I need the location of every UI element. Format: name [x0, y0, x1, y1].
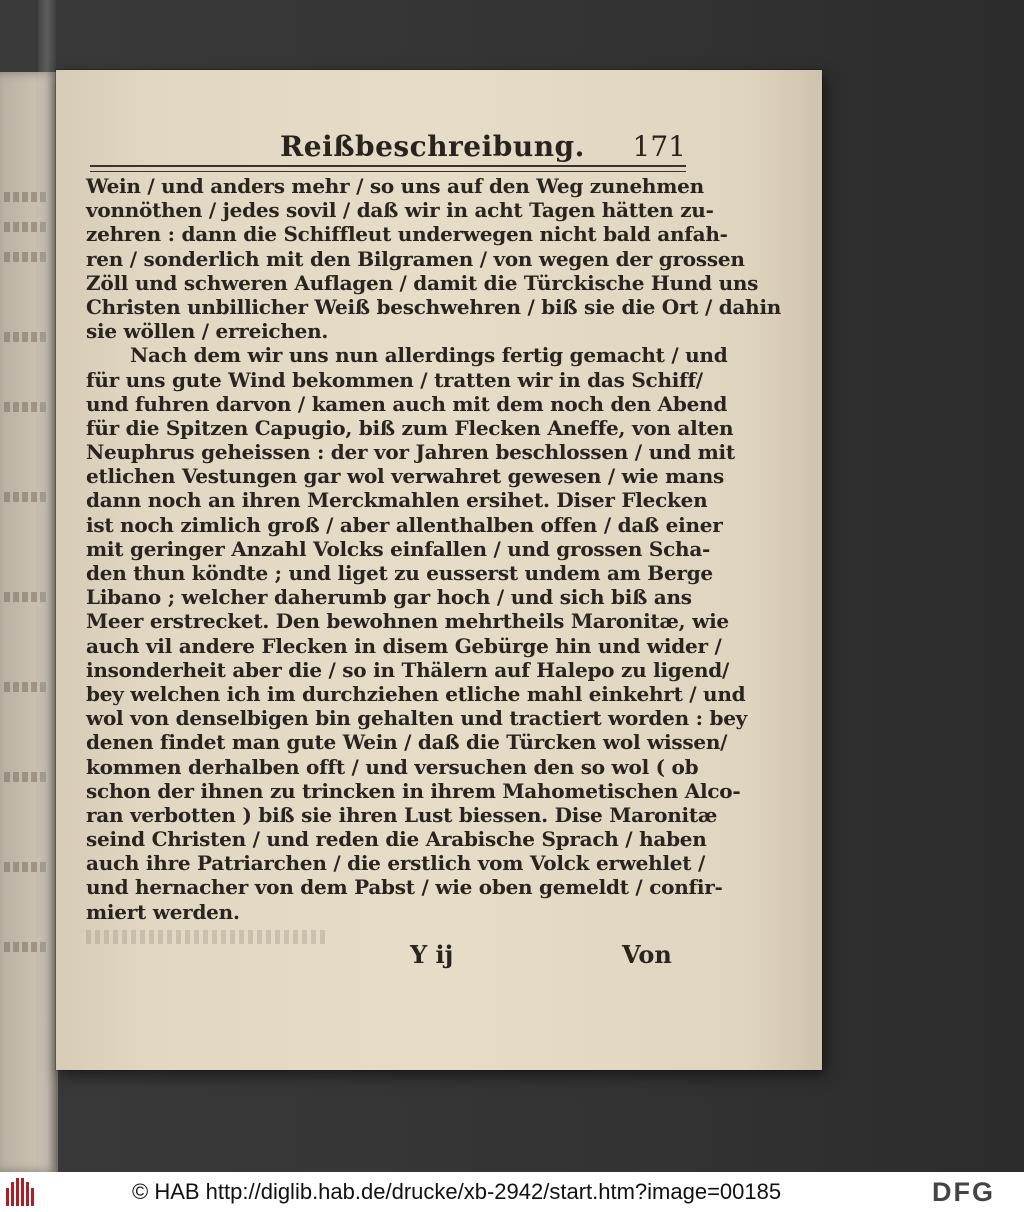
show-through-text: [86, 930, 326, 944]
text-line: vonnöthen / jedes sovil / daß wir in acht Tagen hätten zu-: [86, 198, 714, 223]
text-line: kommen derhalben offt / und versuchen den so wol ( ob: [86, 754, 699, 779]
text-line: für die Spitzen Capugio, biß zum Flecken Aneffe, von alten: [86, 415, 734, 440]
text-line: Nach dem wir uns nun allerdings fertig gemacht / und: [130, 343, 728, 368]
page-header: [90, 128, 686, 168]
text-line: wol von denselbigen bin gehalten und tractiert worden : bey: [86, 706, 748, 731]
header-rule: [90, 165, 686, 172]
text-line: Christen unbillicher Weiß beschwehren / biß sie die Ort / dahin: [86, 294, 782, 319]
copyright-url-link[interactable]: © HAB http://diglib.hab.de/drucke/xb-2942/start.htm?image=00185: [132, 1179, 782, 1204]
text-line: dann noch an ihren Merckmahlen ersihet. Diser Flecken: [86, 488, 708, 513]
text-line: etlichen Vestungen gar wol verwahret gewesen / wie mans: [86, 464, 725, 489]
text-line: mit geringer Anzahl Volcks einfallen / und grossen Scha-: [86, 536, 711, 561]
body-text: [86, 174, 782, 924]
text-line: Libano ; welcher daherumb gar hoch / und sich biß ans: [86, 585, 692, 610]
text-line: und fuhren darvon / kamen auch mit dem noch den Abend: [86, 391, 728, 416]
dfg-logo: DFG: [932, 1177, 995, 1207]
text-line: den thun köndte ; und liget zu eusserst undem am Berge: [86, 561, 713, 585]
text-line: ran verbotten ) biß sie ihren Lust biessen. Dise Maronitæ: [86, 802, 718, 827]
text-line: ist noch zimlich groß / aber allenthalben offen / daß einer: [86, 512, 723, 537]
catchword: Von: [622, 940, 672, 969]
hab-logo-icon: [6, 1178, 36, 1206]
text-line: Wein / und anders mehr / so uns auf den Weg zunehmen: [86, 174, 704, 198]
text-line: bey welchen ich im durchziehen etliche mahl einkehrt / und: [86, 681, 746, 706]
signature-mark: Y ij: [410, 940, 454, 969]
footer-bar: [0, 1172, 1024, 1212]
text-line: Zöll und schweren Auflagen / damit die Türckische Hund uns: [86, 270, 759, 295]
text-line: ren / sonderlich mit den Bilgramen / von wegen der grossen: [86, 246, 745, 271]
page-number: 171: [632, 130, 686, 163]
text-line: schon der ihnen zu trincken in ihrem Mahometischen Alco-: [86, 778, 741, 803]
text-line: auch vil andere Flecken in disem Gebürge hin und wider /: [86, 633, 722, 658]
text-line: zehren : dann die Schiffleut underwegen nicht bald anfah-: [86, 222, 728, 247]
text-line: denen findet man gute Wein / daß die Türcken wol wissen/: [86, 730, 728, 755]
text-line: und hernacher von dem Pabst / wie oben gemeldt / confir-: [86, 875, 723, 900]
text-line: für uns gute Wind bekommen / tratten wir in das Schiff/: [86, 367, 703, 392]
text-line: sie wöllen / erreichen.: [86, 319, 329, 344]
text-line: insonderheit aber die / so in Thälern auf Halepo zu ligend/: [86, 657, 730, 682]
text-line: miert werden.: [86, 899, 240, 924]
text-line: Neuphrus geheissen : der vor Jahren beschlossen / und mit: [86, 440, 735, 465]
text-line: Meer erstrecket. Den bewohnen mehrtheils Maronitæ, wie: [86, 609, 729, 634]
scanner-glass-reflection: [38, 0, 56, 1172]
book-page: [56, 70, 822, 1070]
running-title: Reißbeschreibung.: [280, 130, 585, 163]
text-line: seind Christen / und reden die Arabische Sprach / haben: [86, 827, 707, 852]
text-line: auch ihre Patriarchen / die erstlich vom Volck erwehlet /: [86, 851, 706, 876]
